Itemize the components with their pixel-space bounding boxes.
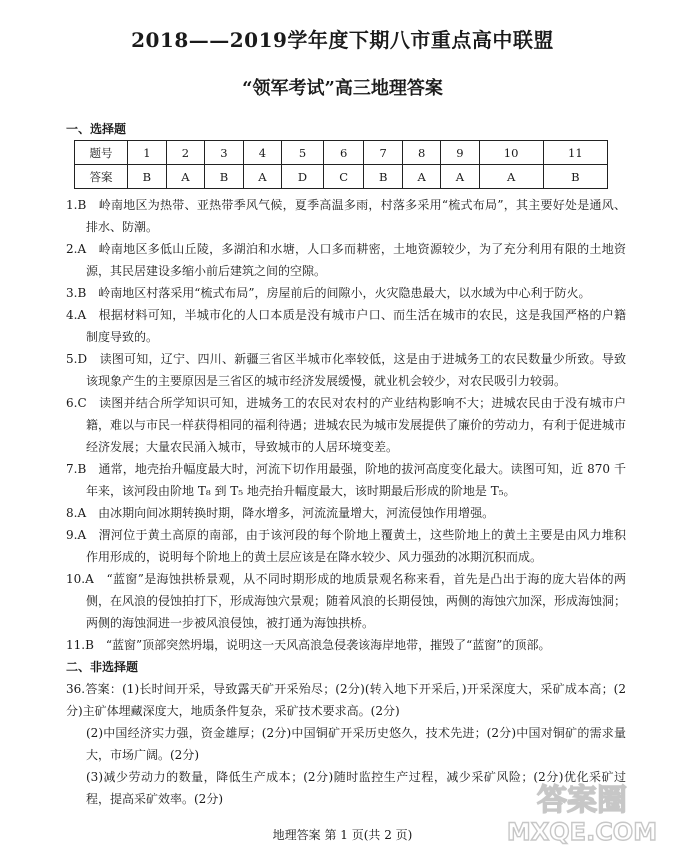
table-cell: A (403, 165, 441, 189)
table-row-answers (75, 165, 608, 189)
table-cell: 7 (364, 141, 403, 165)
table-cell: A (243, 165, 281, 189)
watermark-icon (487, 776, 677, 846)
table-cell: A (441, 165, 479, 189)
table-cell: 4 (243, 141, 281, 165)
table-cell: 9 (441, 141, 479, 165)
table-cell: 10 (479, 141, 543, 165)
table-cell: B (205, 165, 244, 189)
table-header-cell: 答案 (75, 165, 128, 189)
explanation-item: 4.A 根据材料可知，半城市化的人口本质是没有城市户口、而生活在城市的农民，这是我国严格的户籍制度导致的。 (66, 308, 626, 344)
table-cell: 3 (205, 141, 244, 165)
page-subtitle: “领军考试”高三地理答案 (242, 78, 443, 99)
table-cell: 2 (166, 141, 204, 165)
table-cell: B (128, 165, 167, 189)
table-cell: A (166, 165, 204, 189)
page-footer: 地理答案 第 1 页(共 2 页) (272, 828, 413, 842)
table-cell: A (479, 165, 543, 189)
choice-explanations (66, 194, 626, 810)
explanation-item: 11.B “蓝窗”顶部突然坍塌，说明这一天风高浪急侵袭该海岸地带，摧毁了“蓝窗”的顶部。 (66, 638, 551, 652)
explanation-item: 1.B 岭南地区为热带、亚热带季风气候，夏季高温多雨，村落多采用“梳式布局”，其主要好处是通风、排水、防潮。 (66, 198, 626, 234)
explanation-item: 9.A 渭河位于黄土高原的南部，由于该河段的每个阶地上覆黄土，这些阶地上的黄土主要是由风力堆积作用形成的，说明每个阶地上的黄土层应该是在降水较少、风力强劲的冰期沉积而成。 (66, 528, 626, 564)
section-heading-choice: 一、选择题 (66, 122, 127, 136)
q36-answer-part3: (3)减少劳动力的数量，降低生产成本；(2分)随时监控生产过程，减少采矿风险；(2分)优化采矿过程，提高采矿效率。(2分) (86, 770, 626, 806)
svg-text:MXQE.COM: MXQE.COM (506, 818, 658, 846)
table-cell: B (543, 165, 607, 189)
explanation-item: 5.D 读图可知，辽宁、四川、新疆三省区半城市化率较低，这是由于进城务工的农民数量少所致。导致该现象产生的主要原因是三省区的城市经济发展缓慢，就业机会较少，对农民吸引力较弱。 (66, 352, 626, 388)
q36-answer-part1: 36.答案：(1)长时间开采，导致露天矿开采殆尽；(2分)(转入地下开采后，)开采深度大，采矿成本高；(2分)主矿体埋藏深度大，地质条件复杂，采矿技术要求高。(2分) (66, 682, 626, 718)
table-cell: C (324, 165, 364, 189)
explanation-item: 8.A 由冰期向间冰期转换时期，降水增多，河流流量增大，河流侵蚀作用增强。 (66, 506, 495, 520)
watermark-logo (487, 776, 677, 846)
table-row-numbers (75, 141, 608, 165)
table-cell: 1 (128, 141, 167, 165)
table-cell: B (364, 165, 403, 189)
table-cell: 6 (324, 141, 364, 165)
explanation-item: 10.A “蓝窗”是海蚀拱桥景观，从不同时期形成的地质景观名称来看，首先是凸出于海的庞大岩体的两侧，在风浪的侵蚀拍打下，形成海蚀穴景观；随着风浪的长期侵蚀，两侧的海蚀穴加深，形成海蚀洞；两侧的海蚀洞进一步被风浪侵蚀，被打通为海蚀拱桥。 (66, 572, 627, 630)
q36-answer-part2: (2)中国经济实力强，资金雄厚；(2分)中国铜矿开采历史悠久，技术先进；(2分)中国对铜矿的需求量大，市场广阔。(2分) (86, 726, 626, 762)
page-title: 2018——2019学年度下期八市重点高中联盟 (131, 28, 554, 52)
table-cell: 5 (282, 141, 324, 165)
table-cell: 11 (543, 141, 607, 165)
table-cell: D (282, 165, 324, 189)
explanation-item: 3.B 岭南地区村落采用“梳式布局”，房屋前后的间隙小，火灾隐患最大，以水域为中心利于防火。 (66, 286, 591, 300)
table-header-cell: 题号 (75, 141, 128, 165)
explanation-item: 2.A 岭南地区多低山丘陵，多湖泊和水塘，人口多而耕密，土地资源较少，为了充分利用有限的土地资源，其民居建设多缩小前后建筑之间的空隙。 (66, 242, 626, 278)
answer-table (74, 140, 608, 189)
section-heading-open: 二、非选择题 (66, 660, 139, 674)
svg-text:答案圈: 答案圈 (537, 783, 627, 818)
explanation-item: 7.B 通常，地壳抬升幅度最大时，河流下切作用最强，阶地的拔河高度变化最大。读图可知，近 870 千年来，该河段由阶地 T₈ 到 T₅ 地壳抬升幅度最大，该时期最后形成的阶地是 T₅。 (66, 462, 626, 498)
table-cell: 8 (403, 141, 441, 165)
explanation-item: 6.C 读图并结合所学知识可知，进城务工的农民对农村的产业结构影响不大；进城农民由于没有城市户籍，难以与市民一样获得相同的福利待遇；进城农民为城市发展提供了廉价的劳动力，有利于促进城市经济发展；大量农民涌入城市，导致城市的人居环境变差。 (66, 396, 627, 454)
